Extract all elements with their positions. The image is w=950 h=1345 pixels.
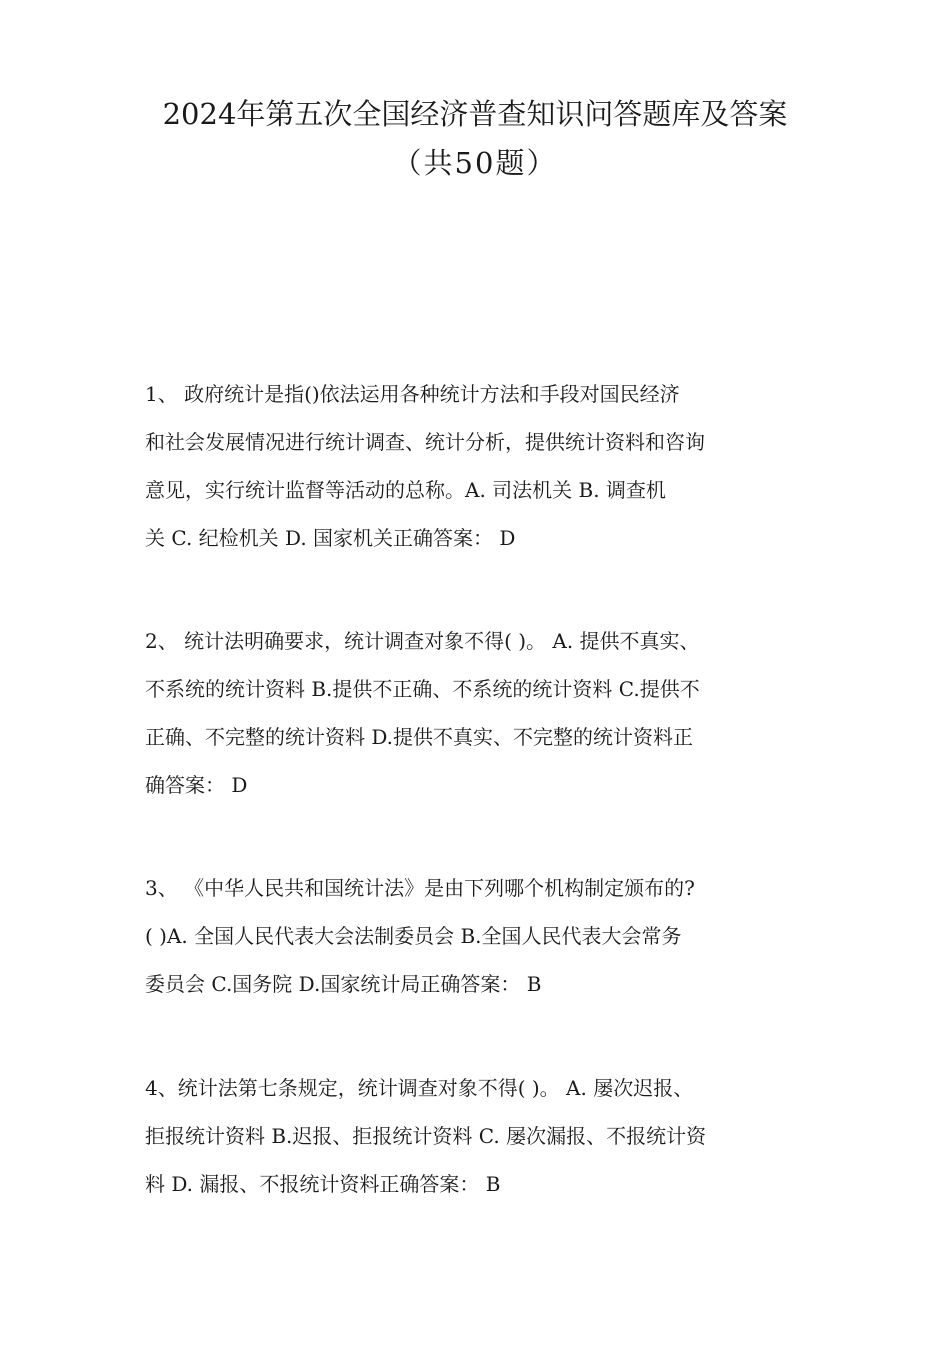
- question-1-line-4: 关 C. 纪检机关 D. 国家机关正确答案： D: [145, 526, 516, 550]
- question-3-line-1: 3、 《中华人民共和国统计法》是由下列哪个机构制定颁布的?: [145, 876, 695, 900]
- question-1: [145, 382, 815, 574]
- question-4-line-2: 拒报统计资料 B.迟报、拒报统计资料 C. 屡次漏报、不报统计资: [145, 1124, 707, 1148]
- question-3-line-2: ( )A. 全国人民代表大会法制委员会 B.全国人民代表大会常务: [145, 924, 682, 948]
- question-2-line-2: 不系统的统计资料 B.提供不正确、不系统的统计资料 C.提供不: [145, 677, 700, 701]
- question-3: [145, 876, 815, 1020]
- question-1-line-3: 意见，实行统计监督等活动的总称。A. 司法机关 B. 调查机: [145, 478, 666, 502]
- question-3-line-3: 委员会 C.国务院 D.国家统计局正确答案： B: [145, 972, 542, 996]
- question-4: [145, 1076, 815, 1220]
- question-4-line-3: 料 D. 漏报、不报统计资料正确答案： B: [145, 1172, 501, 1196]
- question-1-line-2: 和社会发展情况进行统计调查、统计分析，提供统计资料和咨询: [145, 430, 705, 454]
- question-2: [145, 629, 815, 821]
- question-2-line-1: 2、 统计法明确要求，统计调查对象不得( )。 A. 提供不真实、: [145, 629, 700, 653]
- question-1-line-1: 1、 政府统计是指()依法运用各种统计方法和手段对国民经济: [145, 382, 680, 406]
- question-2-line-3: 正确、不完整的统计资料 D.提供不真实、不完整的统计资料正: [145, 725, 694, 749]
- document-subtitle: （共50题）: [392, 146, 558, 180]
- question-2-line-4: 确答案： D: [145, 773, 248, 797]
- document-title: 2024年第五次全国经济普查知识问答题库及答案: [162, 97, 788, 131]
- question-4-line-1: 4、统计法第七条规定，统计调查对象不得( )。 A. 屡次迟报、: [145, 1076, 694, 1100]
